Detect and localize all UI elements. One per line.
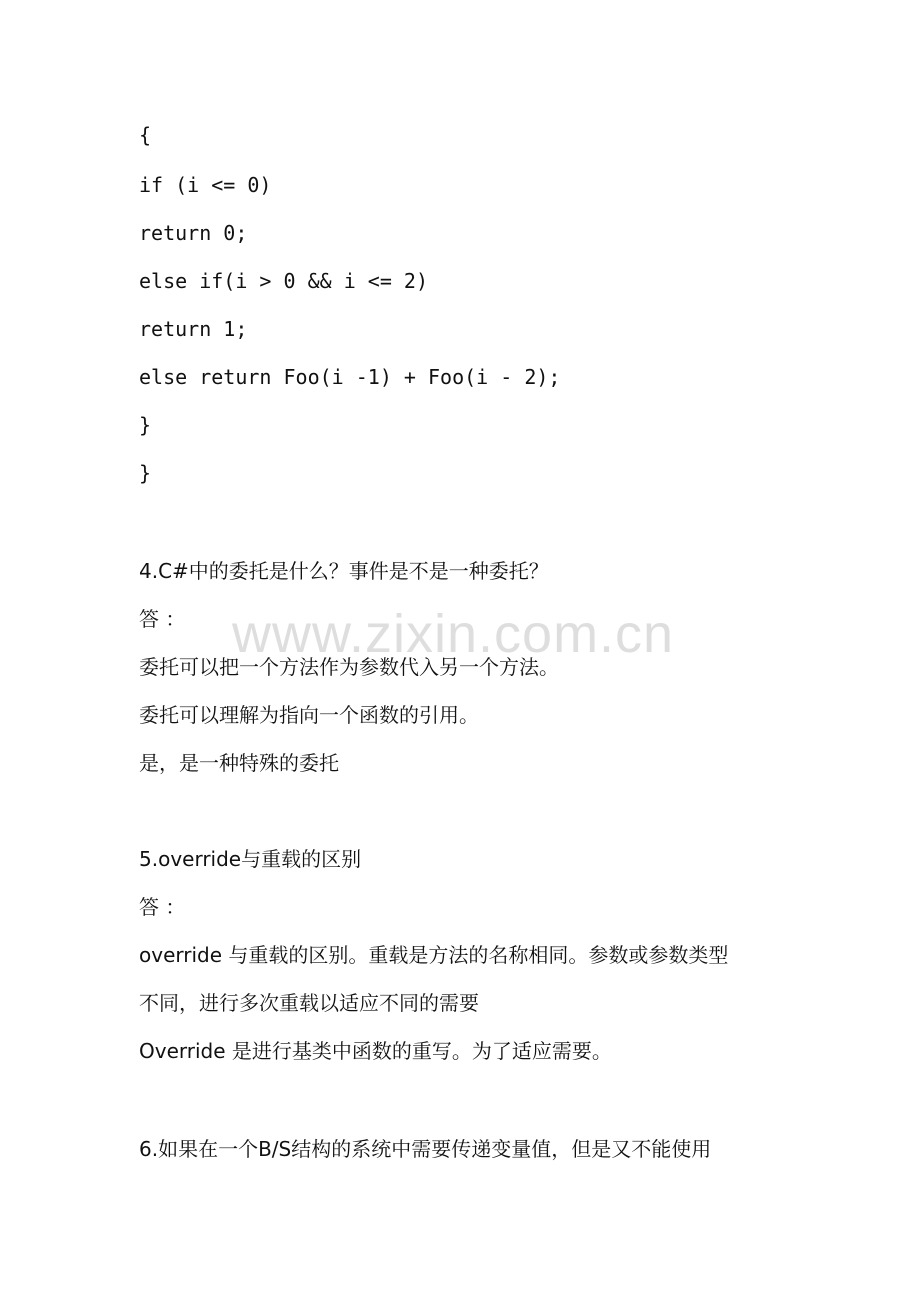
question-5-answer-line: Override 是进行基类中函数的重写。为了适应需要。 — [139, 1039, 612, 1063]
code-line: } — [139, 461, 152, 485]
question-4-answer-line: 委托可以把一个方法作为参数代入另一个方法。 — [139, 655, 559, 679]
question-5-answer-label: 答 ： — [139, 895, 186, 919]
watermark: www.zixin.com.cn — [232, 604, 675, 664]
question-4-answer-line: 委托可以理解为指向一个函数的引用。 — [139, 703, 479, 727]
code-line: } — [139, 413, 152, 437]
question-4-heading: 4.C#中的委托是什么？事件是不是一种委托？ — [139, 559, 549, 583]
code-line: else return Foo(i -1) + Foo(i - 2); — [139, 365, 561, 389]
code-line: { — [139, 123, 152, 147]
question-5-answer-line: override 与重载的区别。重载是方法的名称相同。参数或参数类型 — [139, 943, 729, 967]
code-line: else if(i > 0 && i <= 2) — [139, 269, 428, 293]
question-4-answer-line: 是，是一种特殊的委托 — [139, 751, 339, 775]
question-5-answer-line: 不同，进行多次重载以适应不同的需要 — [139, 991, 479, 1015]
question-6-heading: 6.如果在一个B/S结构的系统中需要传递变量值，但是又不能使用 — [139, 1137, 712, 1161]
question-4-answer-label: 答 ： — [139, 607, 186, 631]
code-line: return 0; — [139, 221, 248, 245]
question-5-heading: 5.override与重载的区别 — [139, 847, 362, 871]
code-line: if (i <= 0) — [139, 173, 272, 197]
code-line: return 1; — [139, 317, 248, 341]
